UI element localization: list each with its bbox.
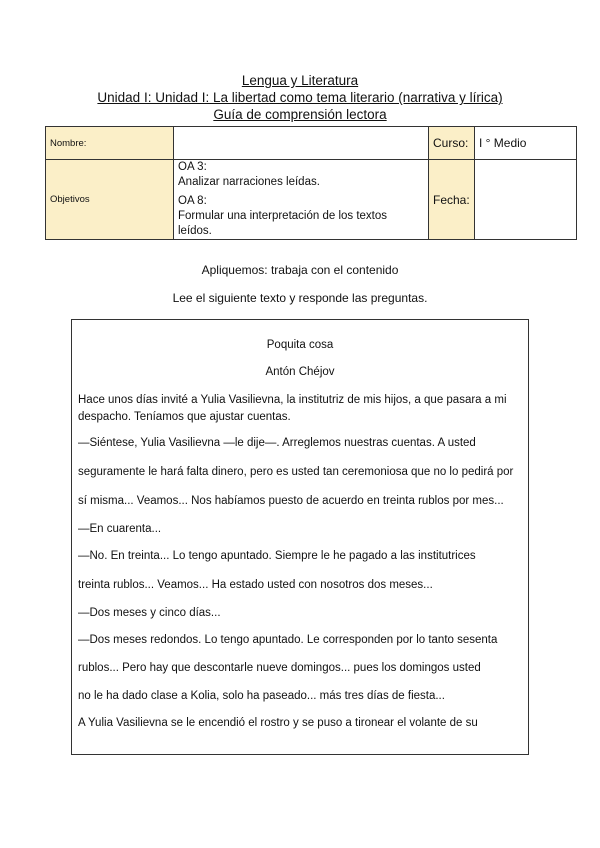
passage-line: —Dos meses redondos. Lo tengo apuntado. Le corresponden por lo tanto sesenta xyxy=(78,634,498,646)
document-header xyxy=(0,72,600,123)
passage-line: treinta rublos... Veamos... Ha estado usted con nosotros dos meses... xyxy=(78,579,433,591)
passage-line: —Dos meses y cinco días... xyxy=(78,607,221,619)
story-title: Poquita cosa xyxy=(266,339,334,351)
fecha-field[interactable] xyxy=(475,160,577,240)
curso-value: I ° Medio xyxy=(475,127,577,160)
passage-line: no le ha dado clase a Kolia, solo ha paseado... más tres días de fiesta... xyxy=(78,690,445,702)
guide-title: Guía de comprensión lectora xyxy=(213,107,387,122)
passage-line: —No. En treinta... Lo tengo apuntado. Siempre le he pagado a las institutrices xyxy=(78,550,476,562)
subject-title: Lengua y Literatura xyxy=(241,73,359,88)
passage-line: A Yulia Vasilievna se le encendió el rostro y se puso a tironear el volante de su xyxy=(78,717,478,729)
fecha-label: Fecha: xyxy=(429,160,475,240)
nombre-field[interactable] xyxy=(174,127,429,160)
objective-code: OA 8: xyxy=(178,195,207,207)
unit-title: Unidad I: Unidad I: La libertad como tema literario (narrativa y lírica) xyxy=(97,90,503,105)
reading-passage xyxy=(71,319,529,755)
objetivos-list xyxy=(174,160,429,240)
objetivos-label: Objetivos xyxy=(46,160,174,240)
objective-text: Formular una interpretación de los textos leídos. xyxy=(178,210,388,237)
passage-line: —Siéntese, Yulia Vasilievna —le dije—. Arreglemos nuestras cuentas. A usted xyxy=(78,437,476,449)
nombre-label: Nombre: xyxy=(46,127,174,160)
objective-code: OA 3: xyxy=(178,161,207,173)
passage-line: despacho. Teníamos que ajustar cuentas. xyxy=(78,411,291,423)
passage-line: —En cuarenta... xyxy=(78,523,162,535)
passage-line: sí misma... Veamos... Nos habíamos puesto de acuerdo en treinta rublos por mes... xyxy=(78,495,504,507)
passage-line: seguramente le hará falta dinero, pero es usted tan ceremoniosa que no lo pedirá por xyxy=(78,466,514,478)
reading-instruction: Lee el siguiente texto y responde las preguntas. xyxy=(172,291,428,305)
objective-text: Analizar narraciones leídas. xyxy=(178,176,320,188)
passage-line: Hace unos días invité a Yulia Vasilievna, la institutriz de mis hijos, a que pasara a mi xyxy=(78,394,507,406)
student-info-table xyxy=(45,126,577,240)
story-author: Antón Chéjov xyxy=(265,366,335,378)
activity-instruction: Apliquemos: trabaja con el contenido xyxy=(201,263,399,277)
passage-line: rublos... Pero hay que descontarle nueve domingos... pues los domingos usted xyxy=(78,662,481,674)
curso-label: Curso: xyxy=(429,127,475,160)
